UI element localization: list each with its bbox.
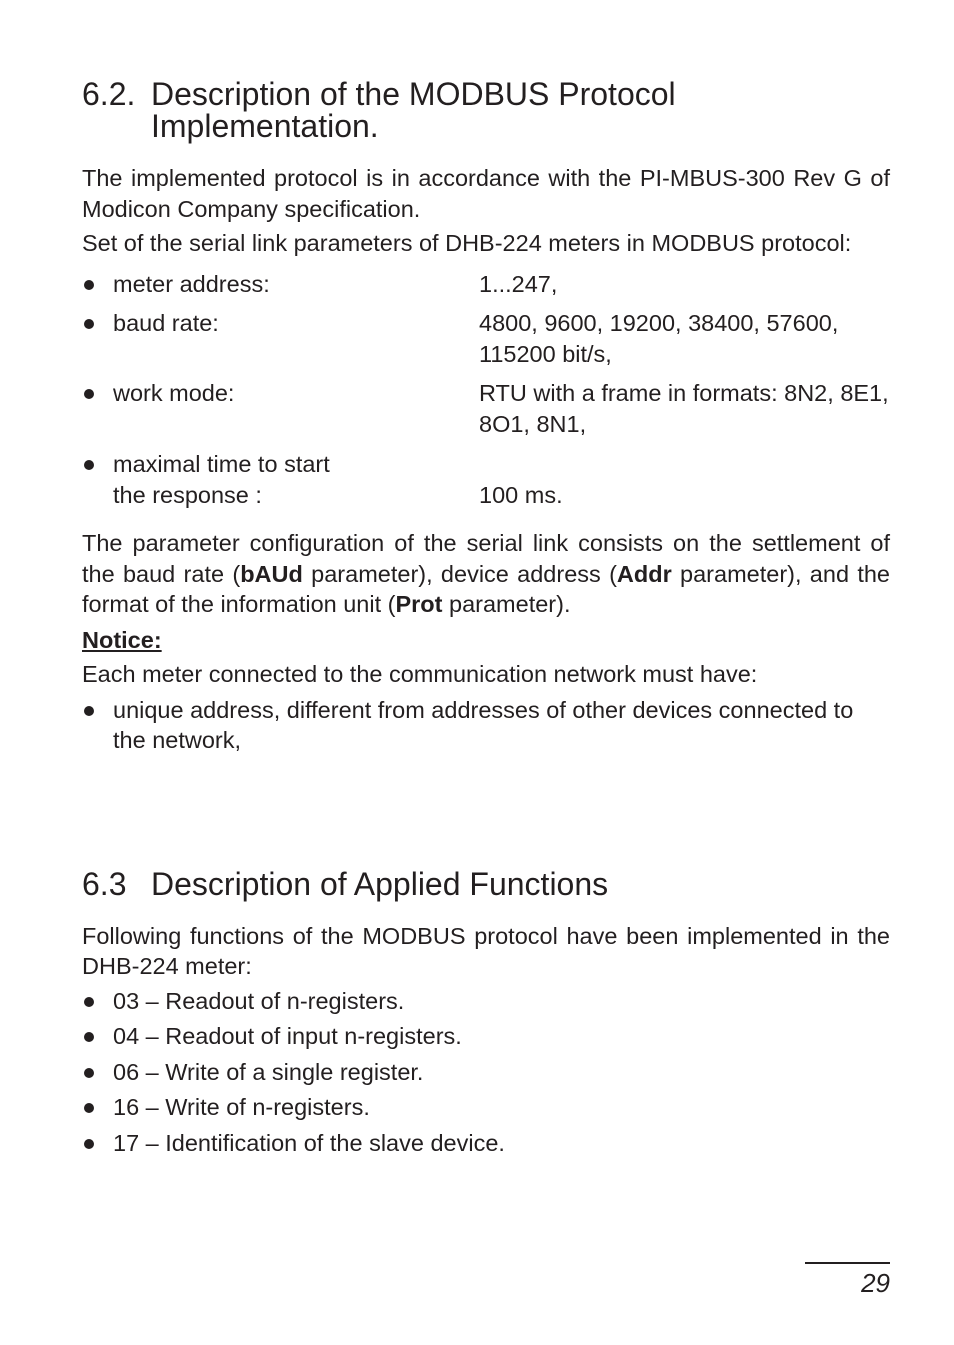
bullet-icon bbox=[82, 1092, 113, 1123]
bullet-icon bbox=[82, 986, 113, 1017]
config-text-1: The parameter configuration of the serial link consists on the settlement of the baud rate ( bbox=[82, 530, 890, 587]
param-label bbox=[113, 449, 479, 510]
bullet-icon bbox=[82, 378, 113, 439]
config-text-4: parameter). bbox=[442, 591, 571, 617]
param-item-baud-rate bbox=[82, 308, 890, 369]
section-number: 6.2. bbox=[82, 76, 136, 112]
param-label: meter address: bbox=[113, 270, 270, 297]
list-item bbox=[82, 986, 890, 1017]
notice-bullet-text: unique address, different from addresses of other devices connected to the network, bbox=[113, 696, 854, 753]
page-content bbox=[82, 78, 890, 1158]
page-number: 29 bbox=[805, 1262, 890, 1302]
param-value: 100 ms. bbox=[479, 481, 563, 508]
section-6-2-heading bbox=[82, 78, 890, 142]
bullet-icon bbox=[82, 449, 113, 510]
config-paragraph bbox=[82, 528, 890, 620]
bullet-icon bbox=[82, 1021, 113, 1052]
param-item-meter-address bbox=[82, 269, 890, 300]
config-baud-param: bAUd bbox=[240, 560, 303, 587]
section-6-3-heading bbox=[82, 865, 890, 902]
param-label: work mode: bbox=[113, 380, 235, 406]
function-text: 16 – Write of n-registers. bbox=[113, 1094, 370, 1120]
list-item bbox=[82, 1092, 890, 1123]
section-title: Description of the MODBUS Protocol Implementation. bbox=[151, 76, 676, 144]
param-label-line-1: maximal time to start bbox=[113, 451, 330, 477]
bullet-icon bbox=[82, 269, 113, 300]
functions-list bbox=[82, 986, 890, 1159]
section-number: 6.3 bbox=[82, 865, 127, 902]
function-text: 04 – Readout of input n-registers. bbox=[113, 1023, 462, 1049]
bullet-icon bbox=[82, 1057, 113, 1088]
bullet-icon bbox=[82, 695, 113, 756]
params-list bbox=[82, 269, 890, 511]
function-text: 03 – Readout of n-registers. bbox=[113, 987, 405, 1014]
list-item bbox=[82, 1057, 890, 1088]
param-value: RTU with a frame in formats: 8N2, 8E1, 8O1, 8N1, bbox=[479, 380, 889, 437]
notice-paragraph: Each meter connected to the communication network must have: bbox=[82, 661, 758, 687]
function-text: 17 – Identification of the slave device. bbox=[113, 1129, 505, 1156]
param-value: 4800, 9600, 19200, 38400, 57600, 115200 bit/s, bbox=[479, 310, 839, 367]
param-item-response-time bbox=[82, 449, 890, 510]
protocol-intro-paragraph: The implemented protocol is in accordance with the PI-MBUS-300 Rev G of Modicon Company specification. bbox=[82, 165, 890, 222]
function-text: 06 – Write of a single register. bbox=[113, 1058, 424, 1085]
bullet-icon bbox=[82, 1128, 113, 1159]
config-addr-param: Addr bbox=[616, 560, 672, 587]
notice-bullet-item bbox=[82, 695, 890, 756]
param-item-work-mode bbox=[82, 378, 890, 439]
config-prot-param: Prot bbox=[395, 591, 443, 617]
param-value: 1...247, bbox=[479, 270, 558, 297]
config-text-3: parameter), and the format of the information unit ( bbox=[82, 560, 890, 617]
notice-heading: Notice: bbox=[82, 626, 162, 653]
functions-intro-paragraph: Following functions of the MODBUS protocol have been implemented in the DHB-224 meter: bbox=[82, 922, 890, 979]
param-label: baud rate: bbox=[113, 310, 219, 336]
section-title: Description of Applied Functions bbox=[151, 865, 609, 902]
config-text-2: parameter), device address ( bbox=[302, 560, 617, 587]
list-item bbox=[82, 1021, 890, 1052]
params-intro-paragraph: Set of the serial link parameters of DHB-224 meters in MODBUS protocol: bbox=[82, 230, 852, 256]
list-item bbox=[82, 1128, 890, 1159]
param-label-line-2: the response : bbox=[113, 481, 262, 508]
bullet-icon bbox=[82, 308, 113, 369]
